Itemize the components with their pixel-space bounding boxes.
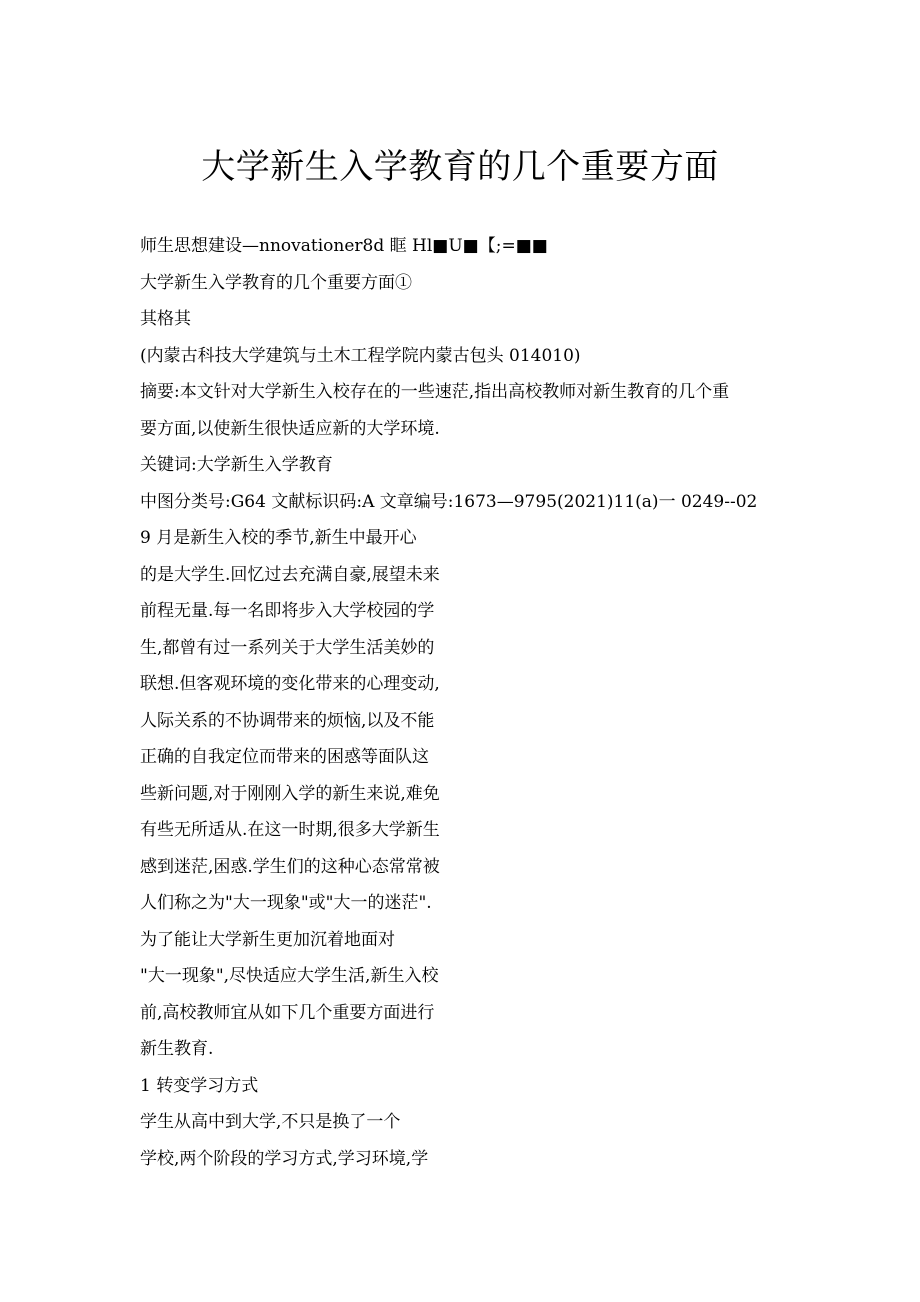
classification-line: 中图分类号:G64 文献标识码:A 文章编号:1673—9795(2021)11(a)一 0249--02 — [140, 491, 758, 512]
keywords-line: 关键词:大学新生入学教育 — [140, 455, 333, 475]
document-body — [140, 228, 800, 1177]
author-line: 其格其 — [140, 309, 191, 329]
document-title: 大学新生入学教育的几个重要方面 — [201, 147, 719, 187]
body-line: 前,高校教师宜从如下几个重要方面进行 — [140, 1002, 435, 1023]
body-line: 新生教育. — [140, 1039, 214, 1059]
abstract-line: 摘要:本文针对大学新生入校存在的一些速茫,指出高校教师对新生教育的几个重 — [140, 382, 730, 402]
body-line: 有些无所适从.在这一时期,很多大学新生 — [140, 820, 440, 840]
header-line: 师生思想建设—nnovationer8d 眶 Hl■U■【;=■■ — [140, 236, 548, 256]
body-line: 人际关系的不协调带来的烦恼,以及不能 — [140, 710, 435, 731]
body-line: 感到迷茫,困惑.学生们的这种心态常常被 — [140, 856, 440, 877]
body-line: 9 月是新生入校的季节,新生中最开心 — [140, 528, 417, 548]
body-line: 的是大学生.回忆过去充满自豪,展望未来 — [140, 564, 440, 585]
section-heading: 1 转变学习方式 — [140, 1075, 259, 1096]
body-line: 生,都曾有过一系列关于大学生活美妙的 — [140, 637, 435, 658]
body-line: 学生从高中到大学,不只是换了一个 — [140, 1112, 401, 1132]
body-line: 为了能让大学新生更加沉着地面对 — [140, 929, 395, 950]
article-title-line: 大学新生入学教育的几个重要方面① — [140, 272, 412, 293]
body-line: 前程无量.每一名即将步入大学校园的学 — [140, 601, 435, 621]
abstract-line: 要方面,以使新生很快适应新的大学环境. — [140, 418, 440, 439]
body-line: 人们称之为"大一现象"或"大一的迷茫". — [140, 893, 432, 913]
body-line: 联想.但客观环境的变化带来的心理变动, — [140, 674, 440, 694]
body-line: "大一现象",尽快适应大学生活,新生入校 — [140, 966, 439, 986]
affiliation-line: (内蒙古科技大学建筑与土木工程学院内蒙古包头 014010) — [140, 345, 581, 366]
body-line: 正确的自我定位而带来的困惑等面队这 — [140, 747, 429, 767]
body-line: 些新问题,对于刚刚入学的新生来说,难免 — [140, 783, 440, 804]
body-line: 学校,两个阶段的学习方式,学习环境,学 — [140, 1148, 429, 1169]
